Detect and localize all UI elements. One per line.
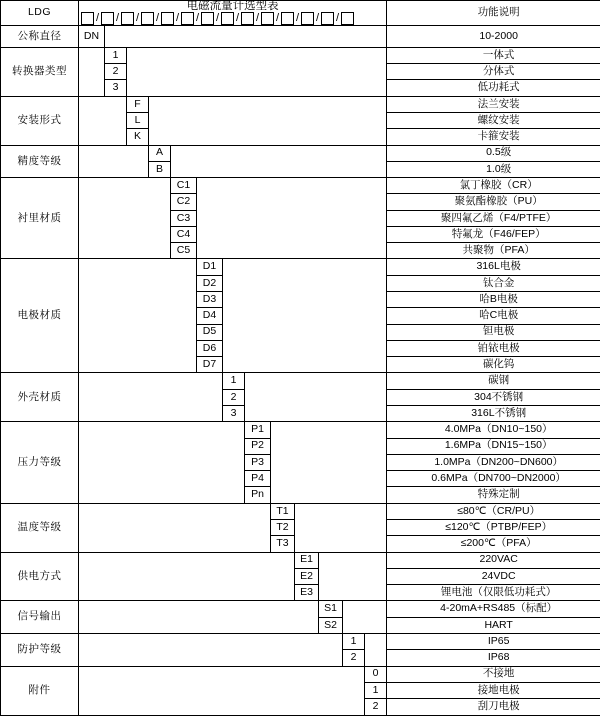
code-box[interactable] xyxy=(281,12,294,25)
spacer xyxy=(79,666,365,715)
desc-column-header: 功能说明 xyxy=(387,1,600,26)
code-power-1[interactable]: E1 xyxy=(295,552,319,568)
code-signal-2[interactable]: S2 xyxy=(319,617,343,633)
code-box[interactable] xyxy=(181,12,194,25)
desc-housing-3: 316L不锈钢 xyxy=(387,406,600,422)
code-electrode-5[interactable]: D5 xyxy=(197,324,223,340)
row-label-liner-material: 衬里材质 xyxy=(1,178,79,259)
code-box[interactable] xyxy=(241,12,254,25)
code-install-type-3[interactable]: K xyxy=(127,129,149,145)
code-dn[interactable]: DN xyxy=(79,26,105,47)
spacer xyxy=(79,503,271,552)
slash-separator: / xyxy=(175,12,180,25)
spacer xyxy=(79,633,343,666)
spacer xyxy=(79,178,171,259)
desc-power-1: 220VAC xyxy=(387,552,600,568)
desc-install-type-2: 螺纹安装 xyxy=(387,112,600,128)
desc-pressure-1: 4.0MPa（DN10~150） xyxy=(387,422,600,438)
spacer xyxy=(365,633,387,666)
code-accuracy-1[interactable]: A xyxy=(149,145,171,161)
code-housing-3[interactable]: 3 xyxy=(223,406,245,422)
desc-electrode-5: 钽电极 xyxy=(387,324,600,340)
code-protection-1[interactable]: 1 xyxy=(343,633,365,649)
desc-accessory-2: 接地电极 xyxy=(387,682,600,698)
code-box[interactable] xyxy=(161,12,174,25)
code-electrode-1[interactable]: D1 xyxy=(197,259,223,275)
desc-accessory-1: 不接地 xyxy=(387,666,600,682)
desc-install-type-1: 法兰安装 xyxy=(387,96,600,112)
spacer xyxy=(79,601,319,634)
code-converter-type-1[interactable]: 1 xyxy=(105,47,127,63)
code-electrode-7[interactable]: D7 xyxy=(197,357,223,373)
desc-electrode-3: 哈B电极 xyxy=(387,292,600,308)
desc-pressure-4: 0.6MPa（DN700~DN2000） xyxy=(387,471,600,487)
desc-electrode-1: 316L电极 xyxy=(387,259,600,275)
desc-pressure-3: 1.0MPa（DN200~DN600） xyxy=(387,454,600,470)
row-label-protection-rating: 防护等级 xyxy=(1,633,79,666)
code-housing-2[interactable]: 2 xyxy=(223,389,245,405)
slash-separator: / xyxy=(135,12,140,25)
code-liner-1[interactable]: C1 xyxy=(171,178,197,194)
table-title: 电磁流量计选型表 xyxy=(186,0,279,12)
slash-separator: / xyxy=(155,12,160,25)
slash-separator: / xyxy=(215,12,220,25)
spacer xyxy=(197,178,387,259)
desc-protection-2: IP68 xyxy=(387,650,600,666)
spacer xyxy=(127,47,387,96)
spacer xyxy=(149,96,387,145)
code-liner-3[interactable]: C3 xyxy=(171,210,197,226)
code-electrode-3[interactable]: D3 xyxy=(197,292,223,308)
desc-liner-2: 聚氨酯橡胶（PU） xyxy=(387,194,600,210)
desc-nominal-diameter: 10-2000 xyxy=(387,26,600,47)
code-signal-1[interactable]: S1 xyxy=(319,601,343,617)
row-label-temperature-rating: 温度等级 xyxy=(1,503,79,552)
desc-accessory-3: 刮刀电极 xyxy=(387,699,600,716)
row-label-converter-type: 转换器类型 xyxy=(1,47,79,96)
spacer xyxy=(79,47,105,96)
spacer xyxy=(319,552,387,601)
code-box[interactable] xyxy=(321,12,334,25)
code-electrode-4[interactable]: D4 xyxy=(197,308,223,324)
code-temperature-3[interactable]: T3 xyxy=(271,536,295,552)
code-liner-5[interactable]: C5 xyxy=(171,243,197,259)
spacer xyxy=(295,503,387,552)
slash-separator: / xyxy=(335,12,340,25)
desc-liner-5: 共聚物（PFA） xyxy=(387,243,600,259)
spacer xyxy=(223,259,387,373)
code-accessory-2[interactable]: 1 xyxy=(365,682,387,698)
desc-temperature-2: ≤120℃（PTBP/FEP） xyxy=(387,519,600,535)
code-accessory-1[interactable]: 0 xyxy=(365,666,387,682)
desc-accuracy-1: 0.5级 xyxy=(387,145,600,161)
desc-liner-4: 特氟龙（F46/FEP） xyxy=(387,226,600,242)
slash-separator: / xyxy=(255,12,260,25)
code-box[interactable] xyxy=(301,12,314,25)
spacer xyxy=(343,601,387,634)
row-label-power-supply: 供电方式 xyxy=(1,552,79,601)
code-electrode-6[interactable]: D6 xyxy=(197,340,223,356)
code-converter-type-2[interactable]: 2 xyxy=(105,64,127,80)
desc-electrode-4: 哈C电极 xyxy=(387,308,600,324)
code-box[interactable] xyxy=(141,12,154,25)
desc-converter-type-2: 分体式 xyxy=(387,64,600,80)
spacer xyxy=(79,373,223,422)
code-temperature-1[interactable]: T1 xyxy=(271,503,295,519)
code-box[interactable] xyxy=(261,12,274,25)
row-label-accuracy: 精度等级 xyxy=(1,145,79,178)
code-box[interactable] xyxy=(121,12,134,25)
code-box[interactable] xyxy=(341,12,354,25)
spacer xyxy=(271,422,387,503)
spacer xyxy=(79,96,127,145)
row-label-electrode-material: 电极材质 xyxy=(1,259,79,373)
model-code-boxes xyxy=(79,1,387,26)
spacer xyxy=(79,145,149,178)
code-accessory-3[interactable]: 2 xyxy=(365,699,387,716)
slash-separator: / xyxy=(295,12,300,25)
code-box[interactable] xyxy=(201,12,214,25)
desc-liner-1: 氯丁橡胶（CR） xyxy=(387,178,600,194)
row-label-housing-material: 外壳材质 xyxy=(1,373,79,422)
row-label-accessories: 附件 xyxy=(1,666,79,715)
code-power-3[interactable]: E3 xyxy=(295,585,319,601)
spacer xyxy=(79,552,295,601)
row-label-install-type: 安装形式 xyxy=(1,96,79,145)
spacer xyxy=(79,259,197,373)
code-electrode-2[interactable]: D2 xyxy=(197,275,223,291)
code-liner-2[interactable]: C2 xyxy=(171,194,197,210)
row-label-signal-output: 信号输出 xyxy=(1,601,79,634)
desc-electrode-7: 碳化钨 xyxy=(387,357,600,373)
desc-signal-2: HART xyxy=(387,617,600,633)
desc-electrode-6: 铂铱电极 xyxy=(387,340,600,356)
desc-accuracy-2: 1.0级 xyxy=(387,161,600,177)
model-prefix: LDG xyxy=(1,1,79,26)
desc-housing-2: 304不锈钢 xyxy=(387,389,600,405)
slash-separator: / xyxy=(95,12,100,25)
code-pressure-3[interactable]: P3 xyxy=(245,454,271,470)
code-housing-1[interactable]: 1 xyxy=(223,373,245,389)
slash-separator: / xyxy=(235,12,240,25)
slash-separator: / xyxy=(275,12,280,25)
desc-temperature-1: ≤80℃（CR/PU） xyxy=(387,503,600,519)
code-pressure-2[interactable]: P2 xyxy=(245,438,271,454)
code-power-2[interactable]: E2 xyxy=(295,568,319,584)
desc-power-3: 锂电池（仅限低功耗式） xyxy=(387,585,600,601)
spacer xyxy=(245,373,387,422)
code-accuracy-2[interactable]: B xyxy=(149,161,171,177)
desc-install-type-3: 卡箍安装 xyxy=(387,129,600,145)
code-install-type-1[interactable]: F xyxy=(127,96,149,112)
desc-signal-1: 4-20mA+RS485（标配） xyxy=(387,601,600,617)
desc-liner-3: 聚四氟乙烯（F4/PTFE） xyxy=(387,210,600,226)
slash-separator: / xyxy=(315,12,320,25)
code-pressure-5[interactable]: Pn xyxy=(245,487,271,503)
code-box[interactable] xyxy=(221,12,234,25)
code-box[interactable] xyxy=(81,12,94,25)
code-converter-type-3[interactable]: 3 xyxy=(105,80,127,96)
desc-temperature-3: ≤200℃（PFA） xyxy=(387,536,600,552)
desc-protection-1: IP65 xyxy=(387,633,600,649)
slash-separator: / xyxy=(115,12,120,25)
slash-separator: / xyxy=(195,12,200,25)
desc-pressure-5: 特殊定制 xyxy=(387,487,600,503)
code-box[interactable] xyxy=(101,12,114,25)
code-pressure-4[interactable]: P4 xyxy=(245,471,271,487)
spacer xyxy=(79,422,245,503)
code-temperature-2[interactable]: T2 xyxy=(271,519,295,535)
row-label-pressure-rating: 压力等级 xyxy=(1,422,79,503)
row-label-nominal-diameter: 公称直径 xyxy=(1,26,79,47)
desc-converter-type-1: 一体式 xyxy=(387,47,600,63)
desc-electrode-2: 钛合金 xyxy=(387,275,600,291)
code-install-type-2[interactable]: L xyxy=(127,112,149,128)
code-liner-4[interactable]: C4 xyxy=(171,226,197,242)
desc-pressure-2: 1.6MPa（DN15~150） xyxy=(387,438,600,454)
desc-converter-type-3: 低功耗式 xyxy=(387,80,600,96)
code-pressure-1[interactable]: P1 xyxy=(245,422,271,438)
desc-power-2: 24VDC xyxy=(387,568,600,584)
desc-housing-1: 碳钢 xyxy=(387,373,600,389)
code-protection-2[interactable]: 2 xyxy=(343,650,365,666)
spacer xyxy=(171,145,387,178)
